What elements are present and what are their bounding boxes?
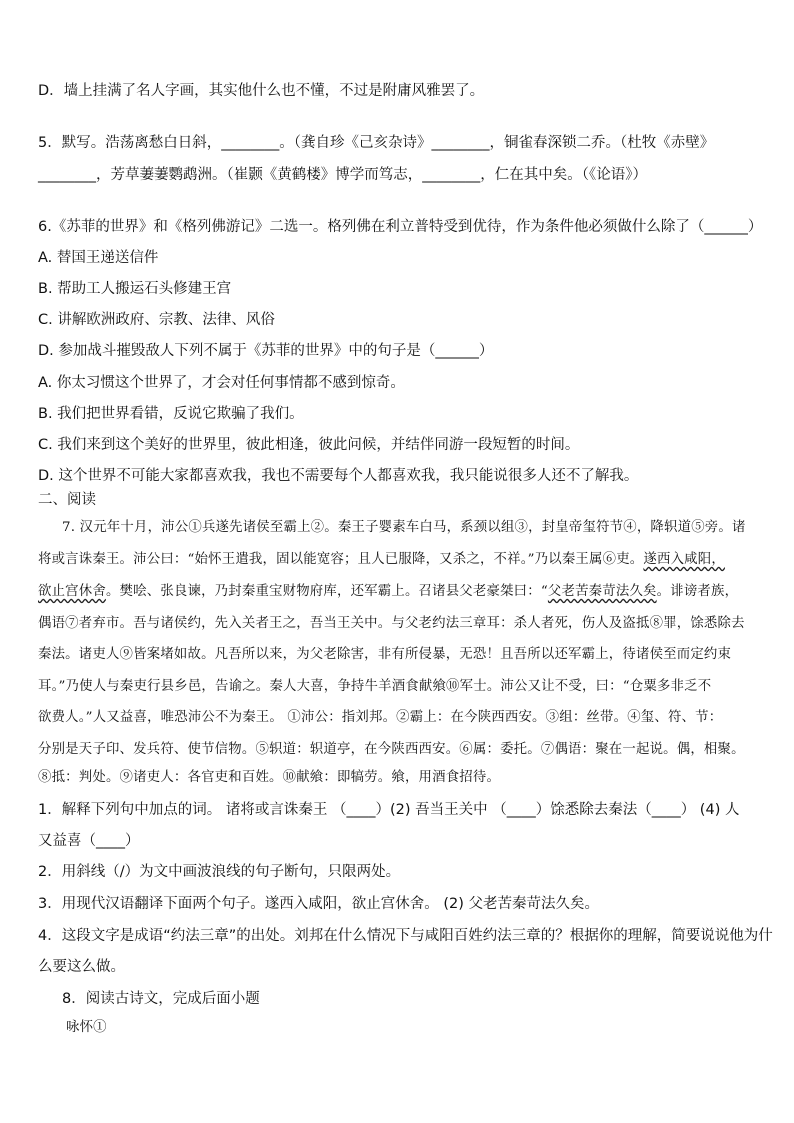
sophie-option-d: D. 这个世界不可能大家都喜欢我，我也不需要每个人都喜欢我，我只能说很多人还不了解我。 [38,468,639,484]
passage-line-5: 秦法。诸吏人⑨皆案堵如故。凡吾所以来，为父老除害，非有所侵暴，无恐！且吾所以还军霸上，待诸侯至而定约束 [38,647,732,662]
question-8-stem: 8．阅读古诗文，完成后面小题 [62,991,260,1007]
sophie-option-c: C. 我们来到这个美好的世界里，彼此相逢，彼此问候，并结伴同游一段短暂的时间。 [38,437,580,453]
sub-question-3: 3．用现代汉语翻译下面两个句子。遂西入咸阳，欲止宫休舍。 (2) 父老苦秦苛法久矣。 [38,896,599,912]
passage-line-3 [38,582,738,602]
passage-line-1: 7. 汉元年十月，沛公①兵遂先诸侯至霸上②。秦王子婴素车白马，系颈以组③，封皇帝玺符节④，降轵道⑤旁。诸 [62,520,746,535]
passage-line-7: 欲费人。”人又益喜，唯恐沛公不为秦王。 ①沛公：指刘邦。②霸上：在今陕西西安。③组：丝带。④玺、符、节： [38,710,723,725]
passage-text: 。诽谤者族， [656,584,739,599]
question-6-stem: 6.《苏菲的世界》和《格列佛游记》二选一。格列佛在利立普特受到优待，作为条件他必须做什么除了（______） [38,219,763,235]
question-6-option-b: B. 帮助工人搬运石头修建王宫 [38,281,232,297]
sub-question-1-line-2: 又益喜（____） [38,833,140,849]
option-d-line: D．墙上挂满了名人字画，其实他什么也不懂，不过是附庸风雅罢了。 [38,83,485,99]
section-heading-reading: 二、阅读 [38,492,96,508]
sophie-option-b: B. 我们把世界看错，反说它欺骗了我们。 [38,406,304,422]
passage-line-4: 偶语⑦者弃市。吾与诸侯约，先入关者王之，吾当王关中。与父老约法三章耳：杀人者死，伤人及盗抵⑧罪，馀悉除去 [38,616,745,631]
question-6-option-a: A. 替国王递送信件 [38,250,159,266]
sub-question-2: 2．用斜线（/）为文中画波浪线的句子断句，只限两处。 [38,864,401,880]
question-5-line-1: 5．默写。浩荡离愁白日斜，________。（龚自珍《己亥杂诗》________，铜雀春深锁二乔。（杜牧《赤壁》 [38,135,715,151]
passage-line-8: 分别是天子印、发兵符、使节信物。⑤轵道：轵道亭，在今陕西西安。⑥属：委托。⑦偶语：聚在一起说。偶，相聚。 [38,742,745,757]
question-5-line-2: ________，芳草萋萋鹦鹉洲。（崔颢《黄鹤楼》博学而笃志，________，仁在其中矣。（《论语》） [38,167,647,183]
sub-question-4-line-2: 么要这么做。 [38,959,125,975]
sub-question-1-line-1: 1．解释下列句中加点的词。 诸将或言诛秦王 （____）(2) 吾当王关中 （____）馀悉除去秦法（____） (4) 人 [38,802,740,818]
passage-text: 。樊哙、张良谏，乃封秦重宝财物府库，还军霸上。召诸县父老豪桀曰：“ [105,584,548,599]
question-6-option-d: D. 参加战斗摧毁敌人下列不属于《苏菲的世界》中的句子是（______） [38,343,494,359]
passage-line-2 [38,550,725,570]
wavy-sentence-1b: 欲止宫休舍 [38,584,106,599]
wavy-sentence-2: 父老苦秦苛法久矣 [547,584,657,599]
wavy-sentence-1a: 遂西入咸阳， [643,552,725,567]
poem-title: 咏怀① [66,1020,107,1035]
sophie-option-a: A. 你太习惯这个世界了，才会对任何事情都不感到惊奇。 [38,375,405,391]
passage-line-6: 耳。”乃使人与秦吏行县乡邑，告谕之。秦人大喜，争持牛羊酒食献飨⑩军士。沛公又让不受，曰：“仓粟多非乏不 [38,679,712,694]
sub-question-4-line-1: 4．这段文字是成语“约法三章”的出处。刘邦在什么情况下与咸阳百姓约法三章的？根据你的理解，简要说说他为什 [38,928,773,944]
passage-line-9: ⑧抵：判处。⑨诸吏人：各官吏和百姓。⑩献飨：即犒劳。飨，用酒食招待。 [38,770,501,785]
passage-text: 将或言诛秦王。沛公曰：“始怀王遣我，固以能宽容；且人已服降，又杀之，不祥。”乃以秦王属⑥吏。 [38,552,644,567]
question-6-option-c: C. 讲解欧洲政府、宗教、法律、风俗 [38,312,275,328]
